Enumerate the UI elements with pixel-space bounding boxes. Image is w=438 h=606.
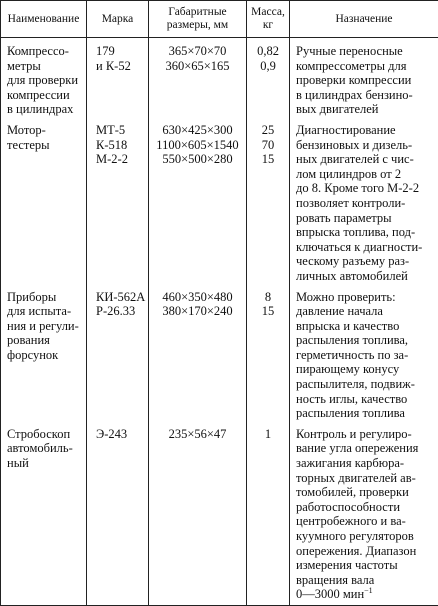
cell-name: Компрессо- метры для проверки компрессии в цилиндрах [1,38,87,117]
cell-mass: 8 15 [247,284,290,421]
cell-mass: 0,82 0,9 [247,38,290,117]
cell-dims: 365×70×70 360×65×165 [149,38,247,117]
header-mark: Марка [87,1,149,38]
cell-mark: МТ-5 К-518 М-2-2 [87,117,149,284]
table-row [1,421,438,606]
header-name: Наименование [1,1,87,38]
cell-purpose: Контроль и регулиро- вание угла опережения зажигания карбюра- торных двигателей ав- томобилей, проверки работоспособности центробежного и ва- куумного регуляторов опережения. Диапазон измерения частоты вращения вала 0—3000 мин$^{-1}$ [290,421,438,606]
header-mass: Масса, кг [247,1,290,38]
cell-mass: 1 [247,421,290,606]
cell-purpose: Ручные переносные компрессометры для проверки компрессии в цилиндрах бензино- вых двигателей [290,38,438,117]
cell-mass: 25 70 15 [247,117,290,284]
cell-dims: 460×350×480 380×170×240 [149,284,247,421]
header-purpose: Назначение [290,1,438,38]
rpm-range: 0—3000 мин$^{-1}$ [296,587,435,602]
cell-mark: Э-243 [87,421,149,606]
cell-name: Мотор- тестеры [1,117,87,284]
cell-purpose: Диагностирование бензиновых и дизель- ных двигателей с чис- лом цилиндров от 2 до 8. Кроме того М-2-2 позволяет контроли- ровать параметры впрыска топлива, под- ключаться к диагности- ческому разъему раз- личных автомобилей [290,117,438,284]
cell-mark: 179 и К-52 [87,38,149,117]
table-header-row [1,1,438,38]
table-row [1,38,438,117]
cell-dims: 630×425×300 1100×605×1540 550×500×280 [149,117,247,284]
cell-name: Стробоскоп автомобиль- ный [1,421,87,606]
table-row [1,284,438,421]
table-row [1,117,438,284]
header-dims: Габаритные размеры, мм [149,1,247,38]
cell-purpose: Можно проверить: давление начала впрыска и качество распыления топлива, герметичность по за- пирающему конусу распылителя, подвиж- ность иглы, качество распыления топлива [290,284,438,421]
cell-mark: КИ-562А Р-26.33 [87,284,149,421]
cell-name: Приборы для испыта- ния и регули- рования форсунок [1,284,87,421]
cell-dims: 235×56×47 [149,421,247,606]
